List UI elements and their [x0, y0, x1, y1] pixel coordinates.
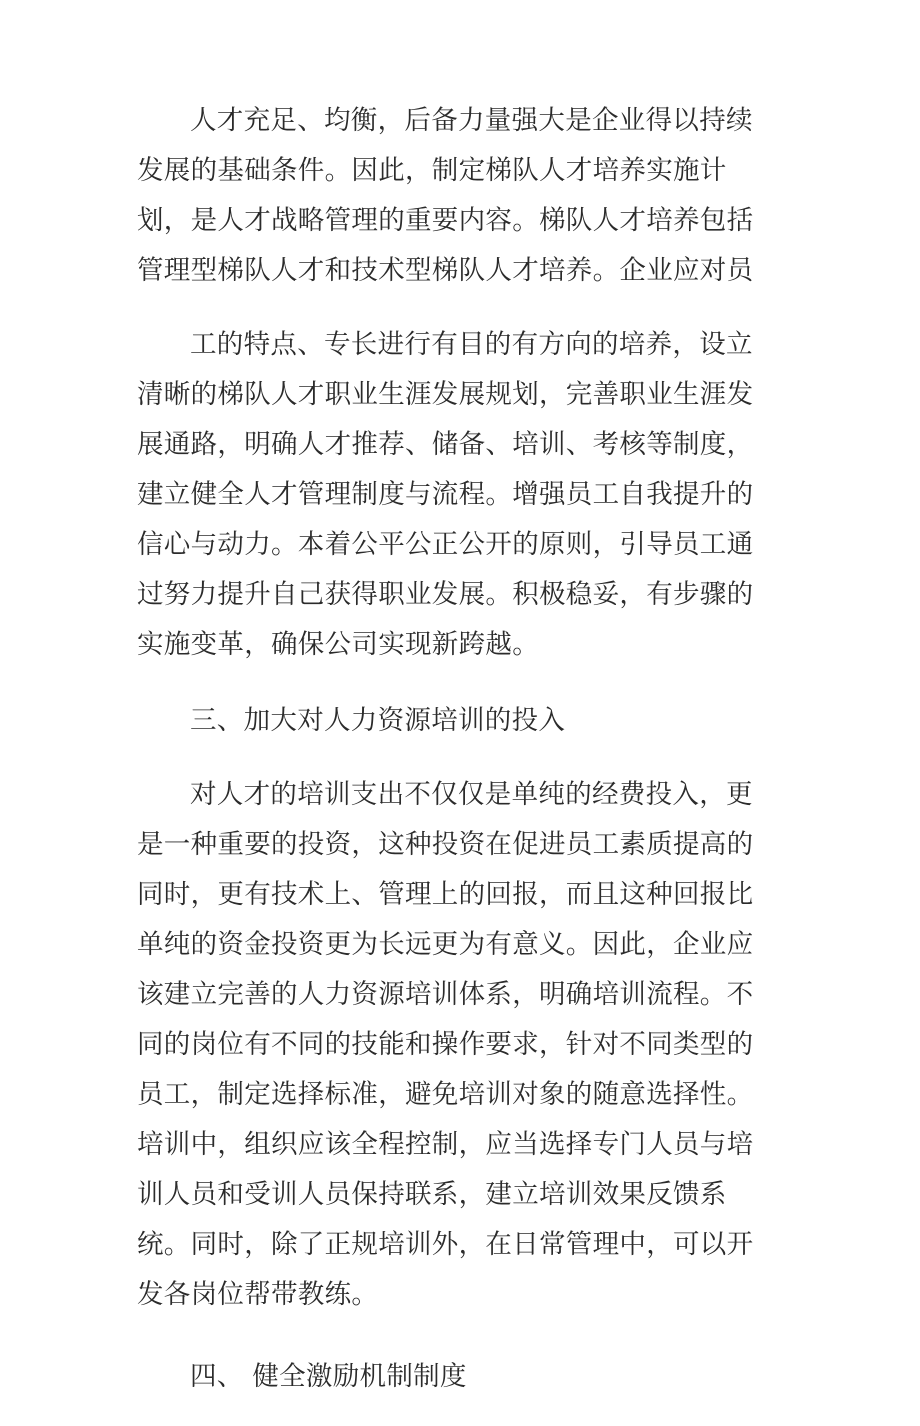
paragraph-2: 工的特点、专长进行有目的有方向的培养，设立清晰的梯队人才职业生涯发展规划，完善职业生涯发展通路，明确人才推荐、储备、培训、考核等制度，建立健全人才管理制度与流程。增强员工自我提升的信心与动力。本着公平公正公开的原则，引导员工通过努力提升自己获得职业发展。积极稳妥，有步骤的实施变革，确保公司实现新跨越。 [137, 329, 754, 660]
text-column [137, 96, 767, 1426]
paragraph-3: 对人才的培训支出不仅仅是单纯的经费投入，更是一种重要的投资，这种投资在促进员工素质提高的同时，更有技术上、管理上的回报，而且这种回报比单纯的资金投资更为长远更为有意义。因此，企业应该建立完善的人力资源培训体系，明确培训流程。不同的岗位有不同的技能和操作要求，针对不同类型的员工，制定选择标准，避免培训对象的随意选择性。培训中，组织应该全程控制，应当选择专门人员与培训人员和受训人员保持联系，建立培训效果反馈系统。同时，除了正规培训外，在日常管理中，可以开发各岗位帮带教练。 [137, 779, 754, 1310]
section-heading-four: 四、 健全激励机制制度 [190, 1361, 467, 1392]
section-heading-three: 三、加大对人力资源培训的投入 [190, 705, 566, 736]
paragraph-1: 人才充足、均衡，后备力量强大是企业得以持续发展的基础条件。因此，制定梯队人才培养实施计划，是人才战略管理的重要内容。梯队人才培养包括管理型梯队人才和技术型梯队人才培养。企业应对员 [137, 105, 754, 286]
